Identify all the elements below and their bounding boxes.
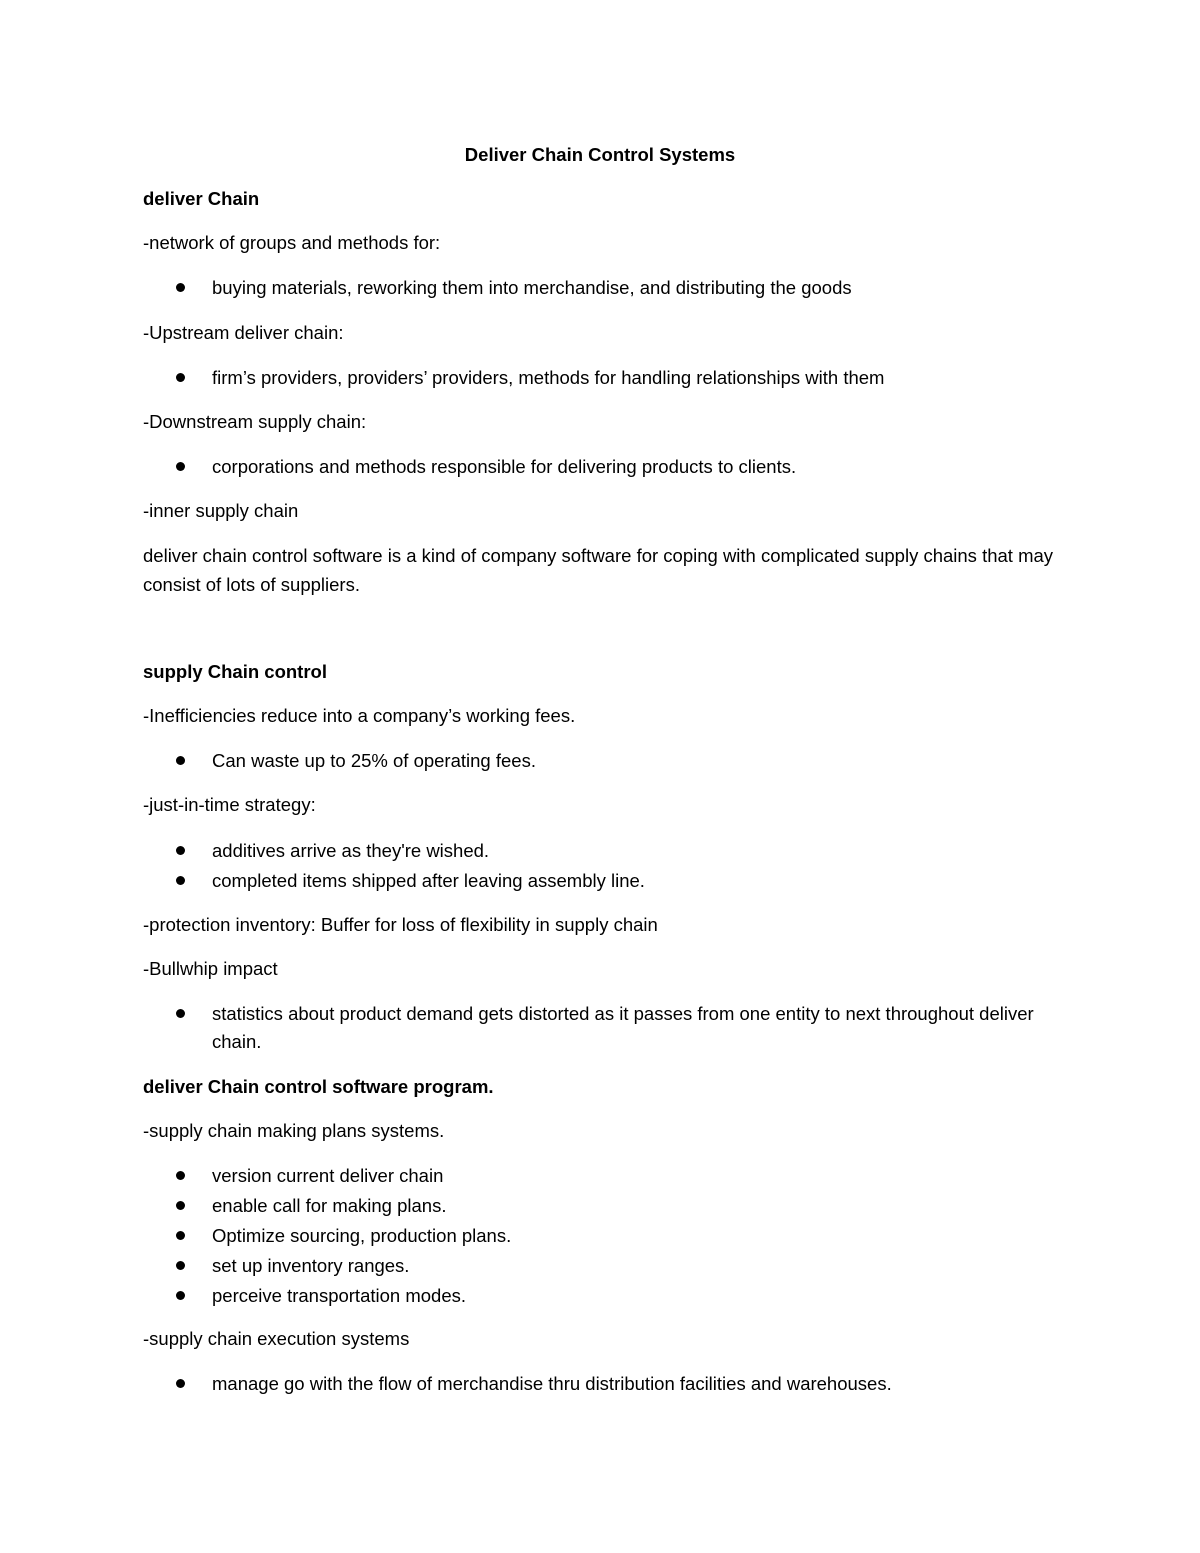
bullet-icon <box>176 1379 185 1388</box>
bullet-item: firm’s providers, providers’ providers, methods for handling relationships with them <box>212 367 885 388</box>
bullet-icon <box>176 1261 185 1270</box>
bullet-icon <box>176 283 185 292</box>
bullet-item: statistics about product demand gets distorted as it passes from one entity to next throughout deliver chain. <box>212 1003 1034 1052</box>
bullet-item: enable call for making plans. <box>212 1195 447 1216</box>
paragraph: deliver chain control software is a kind of company software for coping with complicated supply chains that may consist of lots of suppliers. <box>143 545 1054 595</box>
text-line: -just-in-time strategy: <box>143 794 316 815</box>
bullet-icon <box>176 1291 185 1300</box>
bullet-item: corporations and methods responsible for delivering products to clients. <box>212 456 797 477</box>
section-heading-deliver-chain: deliver Chain <box>143 188 260 209</box>
text-line: -Inefficiencies reduce into a company’s working fees. <box>143 705 576 726</box>
bullet-item: buying materials, reworking them into merchandise, and distributing the goods <box>212 277 852 298</box>
bullet-item: manage go with the flow of merchandise thru distribution facilities and warehouses. <box>212 1373 892 1394</box>
text-line: -supply chain making plans systems. <box>143 1120 445 1141</box>
bullet-icon <box>176 846 185 855</box>
text-line: -network of groups and methods for: <box>143 232 441 253</box>
document-title: Deliver Chain Control Systems <box>464 144 736 165</box>
text-line: -Downstream supply chain: <box>143 411 367 432</box>
bullet-item: version current deliver chain <box>212 1165 444 1186</box>
bullet-item: Can waste up to 25% of operating fees. <box>212 750 536 771</box>
bullet-icon <box>176 1009 185 1018</box>
bullet-item: Optimize sourcing, production plans. <box>212 1225 512 1246</box>
text-line: -supply chain execution systems <box>143 1328 410 1349</box>
bullet-icon <box>176 1201 185 1210</box>
section-heading-supply-chain-control: supply Chain control <box>143 661 327 682</box>
bullet-icon <box>176 1171 185 1180</box>
bullet-icon <box>176 876 185 885</box>
section-heading-deliver-chain-software: deliver Chain control software program. <box>143 1076 494 1097</box>
bullet-icon <box>176 373 185 382</box>
bullet-icon <box>176 462 185 471</box>
bullet-item: completed items shipped after leaving assembly line. <box>212 870 645 891</box>
text-line: -protection inventory: Buffer for loss of flexibility in supply chain <box>143 914 658 935</box>
text-line: -inner supply chain <box>143 500 299 521</box>
bullet-item: perceive transportation modes. <box>212 1285 466 1306</box>
bullet-icon <box>176 1231 185 1240</box>
bullet-icon <box>176 756 185 765</box>
bullet-item: additives arrive as they're wished. <box>212 840 490 861</box>
text-line: -Upstream deliver chain: <box>143 322 344 343</box>
text-line: -Bullwhip impact <box>143 958 278 979</box>
bullet-item: set up inventory ranges. <box>212 1255 410 1276</box>
